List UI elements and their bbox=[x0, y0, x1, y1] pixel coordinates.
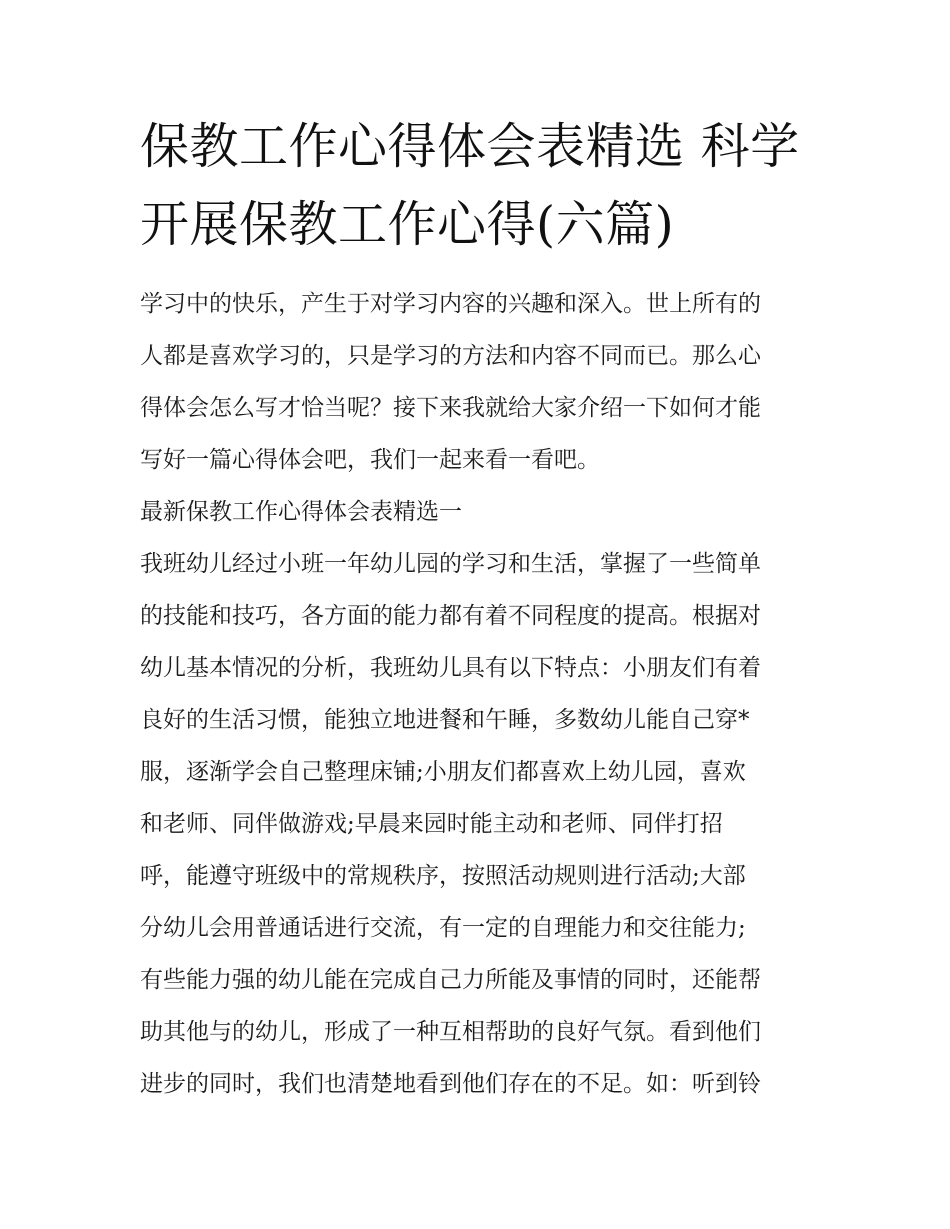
document-body bbox=[140, 278, 830, 1110]
body-line: 分幼儿会用普通话进行交流，有一定的自理能力和交往能力; bbox=[140, 915, 746, 941]
body-line: 有些能力强的幼儿能在完成自己力所能及事情的同时，还能帮 bbox=[140, 967, 761, 993]
body-line: 幼儿基本情况的分析，我班幼儿具有以下特点：小朋友们有着 bbox=[140, 655, 761, 681]
intro-line: 写好一篇心得体会吧，我们一起来看一看吧。 bbox=[140, 447, 600, 473]
body-line: 我班幼儿经过小班一年幼儿园的学习和生活，掌握了一些简单 bbox=[140, 551, 761, 577]
body-line: 进步的同时，我们也清楚地看到他们存在的不足。如：听到铃 bbox=[140, 1071, 761, 1097]
body-line: 助其他与的幼儿，形成了一种互相帮助的良好气氛。看到他们 bbox=[140, 1019, 761, 1045]
title-line: 开展保教工作心得(六篇) bbox=[140, 196, 675, 253]
title-line: 保教工作心得体会表精选 科学 bbox=[140, 118, 800, 175]
document-title bbox=[140, 108, 830, 264]
section-heading: 最新保教工作心得体会表精选一 bbox=[140, 499, 462, 525]
body-line: 服，逐渐学会自己整理床铺;小朋友们都喜欢上幼儿园，喜欢 bbox=[140, 759, 746, 785]
intro-line: 学习中的快乐，产生于对学习内容的兴趣和深入。世上所有的 bbox=[140, 291, 761, 317]
body-line: 良好的生活习惯，能独立地进餐和午睡，多数幼儿能自己穿* bbox=[140, 707, 750, 733]
intro-line: 得体会怎么写才恰当呢？接下来我就给大家介绍一下如何才能 bbox=[140, 395, 761, 421]
body-line: 和老师、同伴做游戏;早晨来园时能主动和老师、同伴打招 bbox=[140, 811, 723, 837]
intro-line: 人都是喜欢学习的，只是学习的方法和内容不同而已。那么心 bbox=[140, 343, 761, 369]
body-line: 的技能和技巧，各方面的能力都有着不同程度的提高。根据对 bbox=[140, 603, 761, 629]
body-line: 呼，能遵守班级中的常规秩序，按照活动规则进行活动;大部 bbox=[140, 863, 746, 889]
